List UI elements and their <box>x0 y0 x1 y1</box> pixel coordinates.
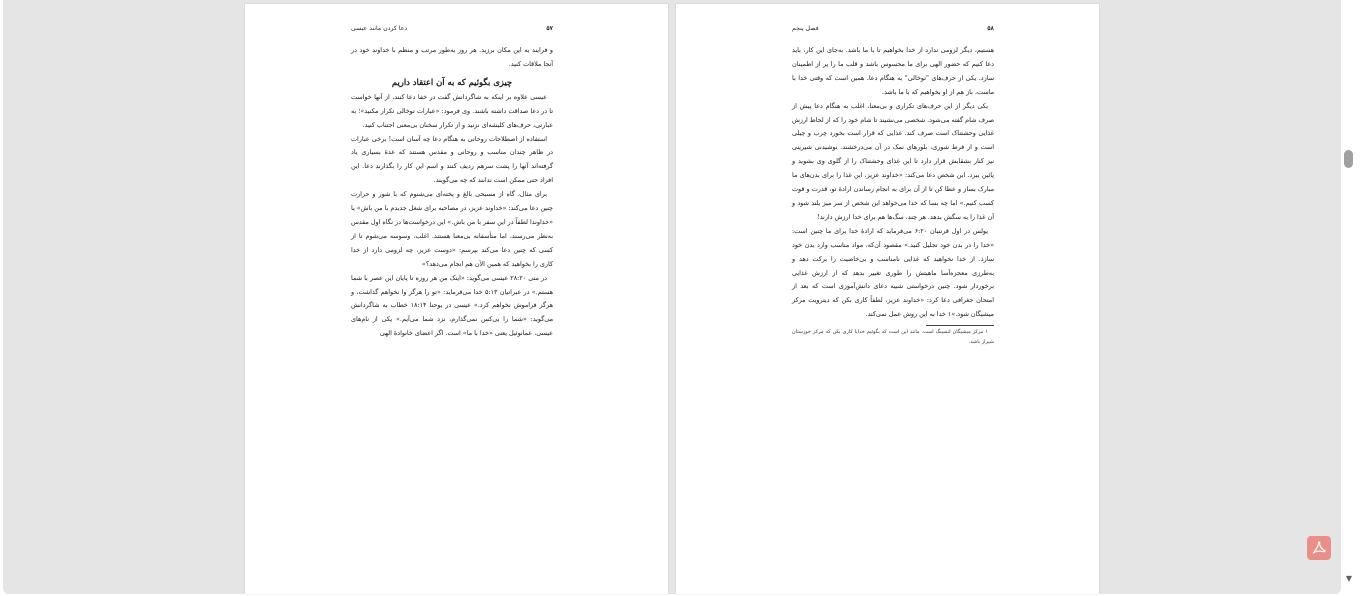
footnote: ۱ مرکز میشیگان لنسینگ است. مانند این است که بگوئیم خدایا کاری بکن که مرکز خوزستان شیراز باشد. <box>792 329 994 345</box>
document-page-58 <box>676 4 1099 594</box>
paragraph: و فرایند به این مکان برزید. هر روز به‌طور مرتب و منظم با خداوند خود در آنجا ملاقات کنید. <box>351 46 553 68</box>
section-heading: چیزی بگوئیم که به آن اعتقاد داریم <box>391 76 513 87</box>
paragraph: در متی ۲۸:۲۰ عیسی می‌گوید: «اینک من هر روزه تا پایان این عصر با شما هستم.» در عبرانیان ۵:۱۳ خدا می‌فرماید: «تو را هرگز وا نخواهم گذاشت، و هرگز فراموش نخواهم کرد.» عیسی در یوحنا ۱۸:۱۴ خطاب به شاگردانش می‌گوید: «شما را بی‌کس نمی‌گذارم، نزد شما می‌آیم.» یکی از نام‌های عیسی، عمانوئیل یعنی «خدا با ما» است. اگر اعضای خانوادهٔ الهی <box>351 273 553 338</box>
footnote-divider <box>926 325 994 326</box>
acrobat-pdf-icon <box>1311 540 1327 556</box>
page-content <box>351 24 553 341</box>
page-header <box>792 24 994 34</box>
paragraph: پولس در اول قرنتیان ۶:۲۰ می‌فرماید که ارادهٔ خدا برای ما چنین است: «خدا را در بدن خود تجلیل کنید.» مقصود آن‌که، مواد مناسب وارد بدن خود سازد. از خدا نخواهید که غذایی نامناسب و بی‌خاصیت را برکت دهد و به‌طرزی معجزه‌آسا ماهیتش را طوری تغییر بدهد که از ارزش غذایی برخوردار شود. چنین درخواستی شبیه دعای دانش‌آموزی است که بعد از امتحان جغرافی دعا کرد: «خداوند عزیز، لطفاً کاری بکن که دیترویت مرکز میشیگان شود.»۱ خدا به این روش عمل نمی‌کند. <box>792 226 994 319</box>
pdf-open-button[interactable] <box>1307 536 1331 560</box>
scrollbar-thumb[interactable] <box>1344 150 1353 168</box>
page-number: ۵۷ <box>546 25 553 32</box>
page-header <box>351 24 553 34</box>
paragraph: عیسی علاوه بر اینکه به شاگردانش گفت در خفا دعا کنند، از آنها خواست تا در دعا صداقت داشته باشند. وی فرمود: «عبارات توخالی تکرار مکنید»؛ به عبارتی، حرف‌های کلیشه‌ای نزنید و از تکرار سخنان بی‌معنی اجتناب کنید. <box>351 92 553 129</box>
document-page-57 <box>245 4 668 594</box>
pdf-viewer <box>3 0 1341 594</box>
paragraph: برای مثال، گاه از مسیحی بالغ و پخته‌ای می‌شنوم که با شور و حرارت چنین دعا می‌کند: «خداوند عزیز، در مصاحبه برای شغل جدیدم با من باش» یا «خداوندا لطفاً در این سفر با من باش.» این درخواست‌ها در نگاه اول مقدس به‌نظر می‌رسند، اما متأسفانه بی‌معنا هستند. اغلب، وسوسه می‌شوم تا از کسی که چنین دعا می‌کند بپرسم: «دوست عزیز، چه لزومی دارد از خدا کاری را بخواهید که همین الآن هم انجام می‌دهد؟» <box>351 190 553 268</box>
page-number: ۵۸ <box>987 25 994 32</box>
paragraph: هستیم، دیگر لزومی ندارد از خدا بخواهیم تا با ما باشد. به‌جای این کار، باید دعا کنیم که حضور الهی برای ما محسوس باشد و قلب ما را پر از اطمینان سازد. یکی از حرف‌های "توخالی" به هنگام دعا، همین است که وقتی خدا با ماست، باز هم از او بخواهیم که با ما باشد. <box>792 46 994 96</box>
vertical-scrollbar[interactable] <box>1342 0 1356 594</box>
paragraph: یکی دیگر از این حرف‌های تکراری و بی‌معنا، اغلب به هنگام دعا پیش از صرف شام گفته می‌شود. شخصی می‌نشیند تا شام خود را که از لحاظ ارزش غذایی وحشتناک است صرف کند. غذایی که قرار است بخورد چرب و چیلی است و از فرط شوری، بلورهای نمک در آن می‌درخشند. نوشیدنی شیرینی نیز کنار بشقابش قرار دارد تا این غذای وحشتناک را از گلوی وی بشوید و پائین ببرد. این شخص دعا می‌کند: «خداوند عزیز، این غذا را برای بدن‌های ما مبارک بساز و عطا کن تا از آن برای به انجام رساندن ارادهٔ تو، قدرت و قوت کسب کنیم.» اما چه بسا که خدا می‌خواهد این شخص از سر میز بلند شود و آن غذا را به سگش بدهد. هر چند، سگ‌ها هم برای خدا ارزش دارند! <box>792 101 994 221</box>
scroll-down-arrow-icon[interactable]: ▼ <box>1345 574 1353 583</box>
running-title: فصل پنجم <box>792 25 819 32</box>
page-content <box>792 24 994 347</box>
paragraph: استفاده از اصطلاحات روحانی به هنگام دعا چه آسان است! برخی عبارات در ظاهر چندان مناسب و روحانی و مقدس هستند که عدهٔ بسیاری یاد گرفته‌اند آنها را پشت سرهم ردیف کنند و اسم این کار را بگذارند دعا. این افراد حتی ممکن است ندانند که چه می‌گویند. <box>351 134 553 185</box>
running-title: دعا کردن مانند عیسی <box>351 25 408 32</box>
